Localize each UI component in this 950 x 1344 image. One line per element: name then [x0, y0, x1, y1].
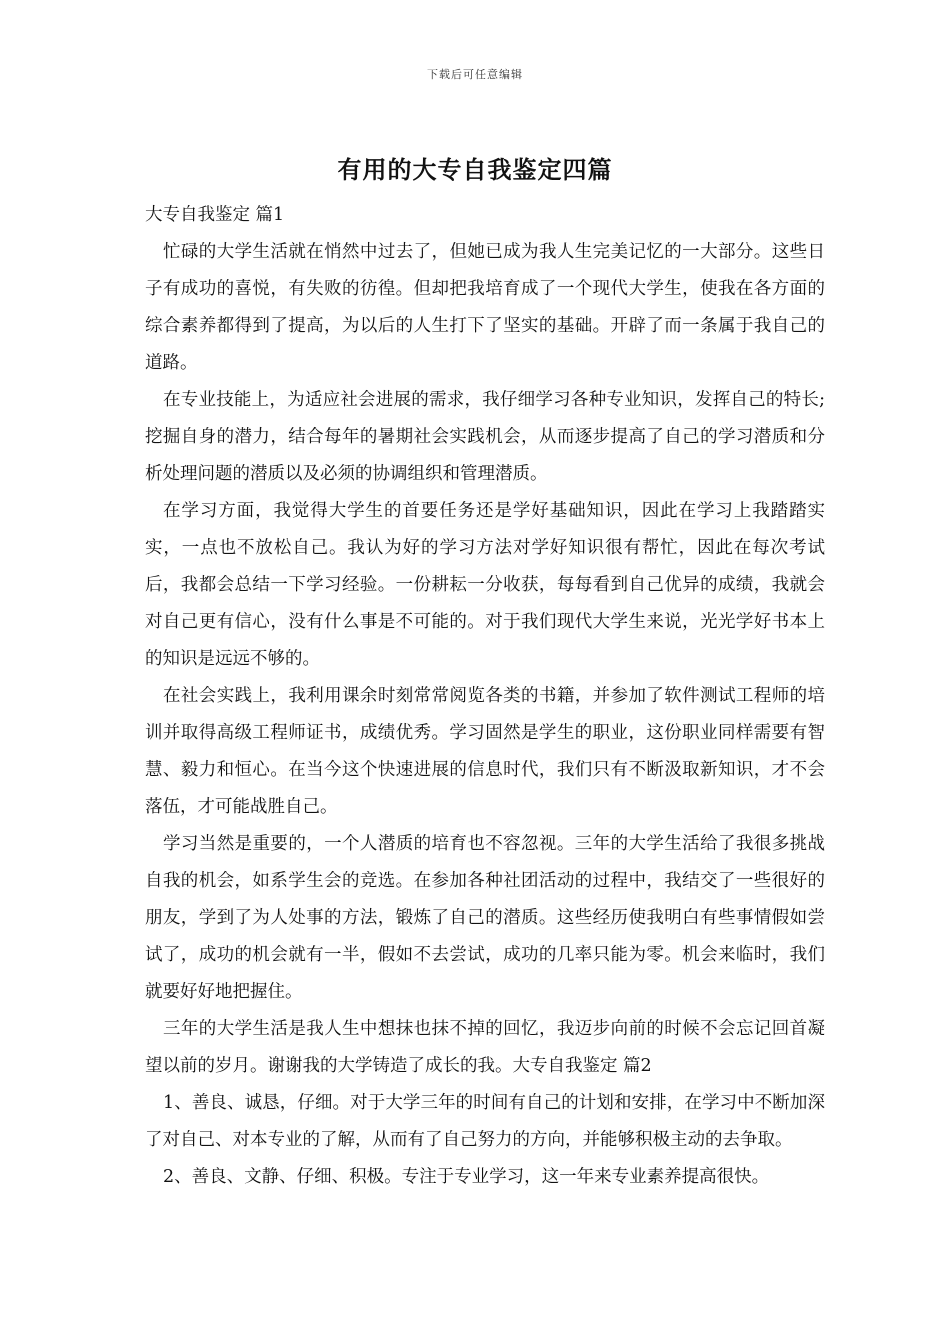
- body-paragraph: 在社会实践上，我利用课余时刻常常阅览各类的书籍，并参加了软件测试工程师的培训并取得高级工程师证书，成绩优秀。学习固然是学生的职业，这份职业同样需要有智慧、毅力和恒心。在当今这个快速进展的信息时代，我们只有不断汲取新知识，才不会落伍，才可能战胜自己。: [145, 686, 825, 817]
- section-heading: 大专自我鉴定 篇1: [145, 205, 285, 225]
- header-note: 下载后可任意编辑: [427, 68, 523, 81]
- body-paragraph: 学习当然是重要的，一个人潜质的培育也不容忽视。三年的大学生活给了我很多挑战自我的机会，如系学生会的竞选。在参加各种社团活动的过程中，我结交了一些很好的朋友，学到了为人处事的方法，锻炼了自己的潜质。这些经历使我明白有些事情假如尝试了，成功的机会就有一半，假如不去尝试，成功的几率只能为零。机会来临时，我们就要好好地把握住。: [145, 834, 825, 1002]
- document-body: [145, 197, 825, 1196]
- body-paragraph: 2、善良、文静、仔细、积极。专注于专业学习，这一年来专业素养提高很快。: [163, 1167, 770, 1187]
- document-title: 有用的大专自我鉴定四篇: [337, 155, 613, 184]
- body-paragraph: 1、善良、诚恳，仔细。对于大学三年的时间有自己的计划和安排，在学习中不断加深了对自己、对本专业的了解，从而有了自己努力的方向，并能够积极主动的去争取。: [145, 1093, 825, 1150]
- body-paragraph: 忙碌的大学生活就在悄然中过去了，但她已成为我人生完美记忆的一大部分。这些日子有成功的喜悦，有失败的彷徨。但却把我培育成了一个现代大学生，使我在各方面的综合素养都得到了提高，为以后的人生打下了坚实的基础。开辟了而一条属于我自己的道路。: [145, 242, 825, 373]
- body-paragraph: 三年的大学生活是我人生中想抹也抹不掉的回忆，我迈步向前的时候不会忘记回首凝望以前的岁月。谢谢我的大学铸造了成长的我。大专自我鉴定 篇2: [145, 1019, 825, 1076]
- body-paragraph: 在专业技能上，为适应社会进展的需求，我仔细学习各种专业知识，发挥自己的特长;挖掘自身的潜力，结合每年的暑期社会实践机会，从而逐步提高了自己的学习潜质和分析处理问题的潜质以及必须的协调组织和管理潜质。: [145, 390, 825, 484]
- body-paragraph: 在学习方面，我觉得大学生的首要任务还是学好基础知识，因此在学习上我踏踏实实，一点也不放松自己。我认为好的学习方法对学好知识很有帮忙，因此在每次考试后，我都会总结一下学习经验。一份耕耘一分收获，每每看到自己优异的成绩，我就会对自己更有信心，没有什么事是不可能的。对于我们现代大学生来说，光光学好书本上的知识是远远不够的。: [145, 501, 825, 669]
